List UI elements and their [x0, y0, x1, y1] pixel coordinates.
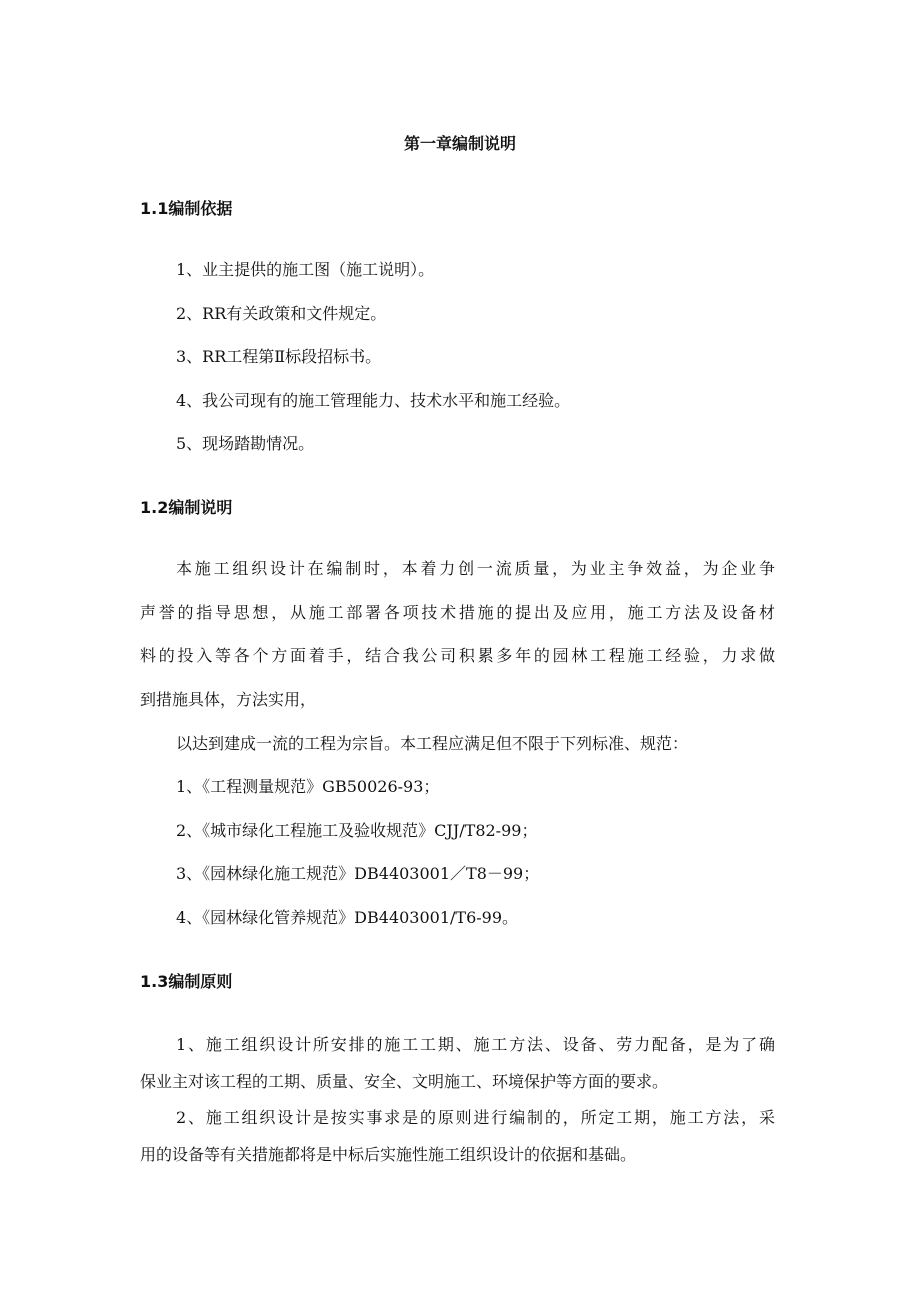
- paragraph-line: 声誉的指导思想，从施工部署各项技术措施的提出及应用，施工方法及设备材: [140, 603, 775, 622]
- basis-item: 1、业主提供的施工图（施工说明）。: [176, 260, 435, 279]
- standard-item: 1、《工程测量规范》GB50026-93；: [176, 777, 440, 796]
- basis-item: 3、RR工程第Ⅱ标段招标书。: [176, 347, 382, 366]
- standards-intro: 以达到建成一流的工程为宗旨。本工程应满足但不限于下列标准、规范：: [176, 734, 689, 753]
- principle-line: 1、施工组织设计所安排的施工工期、施工方法、设备、劳力配备，是为了确: [176, 1035, 775, 1054]
- chapter-title: 第一章编制说明: [403, 134, 516, 153]
- paragraph-line: 到措施具体，方法实用，: [140, 690, 317, 709]
- standard-item: 3、《园林绿化施工规范》DB4403001／T8－99；: [176, 864, 540, 883]
- standard-item: 4、《园林绿化管养规范》DB4403001/T6-99。: [176, 908, 519, 927]
- standard-item: 2、《城市绿化工程施工及验收规范》CJJ/T82-99；: [176, 821, 538, 840]
- basis-item: 4、我公司现有的施工管理能力、技术水平和施工经验。: [176, 391, 571, 410]
- section-heading-1-2: 1.2编制说明: [140, 498, 233, 517]
- principle-line: 保业主对该工程的工期、质量、安全、文明施工、环境保护等方面的要求。: [140, 1072, 669, 1091]
- section-heading-1-3: 1.3编制原则: [140, 972, 233, 991]
- principle-line: 用的设备等有关措施都将是中标后实施性施工组织设计的依据和基础。: [140, 1145, 637, 1164]
- principle-line: 2、施工组织设计是按实事求是的原则进行编制的，所定工期，施工方法，采: [176, 1108, 775, 1127]
- paragraph-line: 料的投入等各个方面着手，结合我公司积累多年的园林工程施工经验，力求做: [140, 646, 775, 665]
- paragraph-line: 本施工组织设计在编制时，本着力创一流质量，为业主争效益，为企业争: [176, 559, 775, 578]
- basis-item: 2、RR有关政策和文件规定。: [176, 304, 387, 323]
- section-heading-1-1: 1.1编制依据: [140, 199, 233, 218]
- basis-item: 5、现场踏勘情况。: [176, 434, 315, 453]
